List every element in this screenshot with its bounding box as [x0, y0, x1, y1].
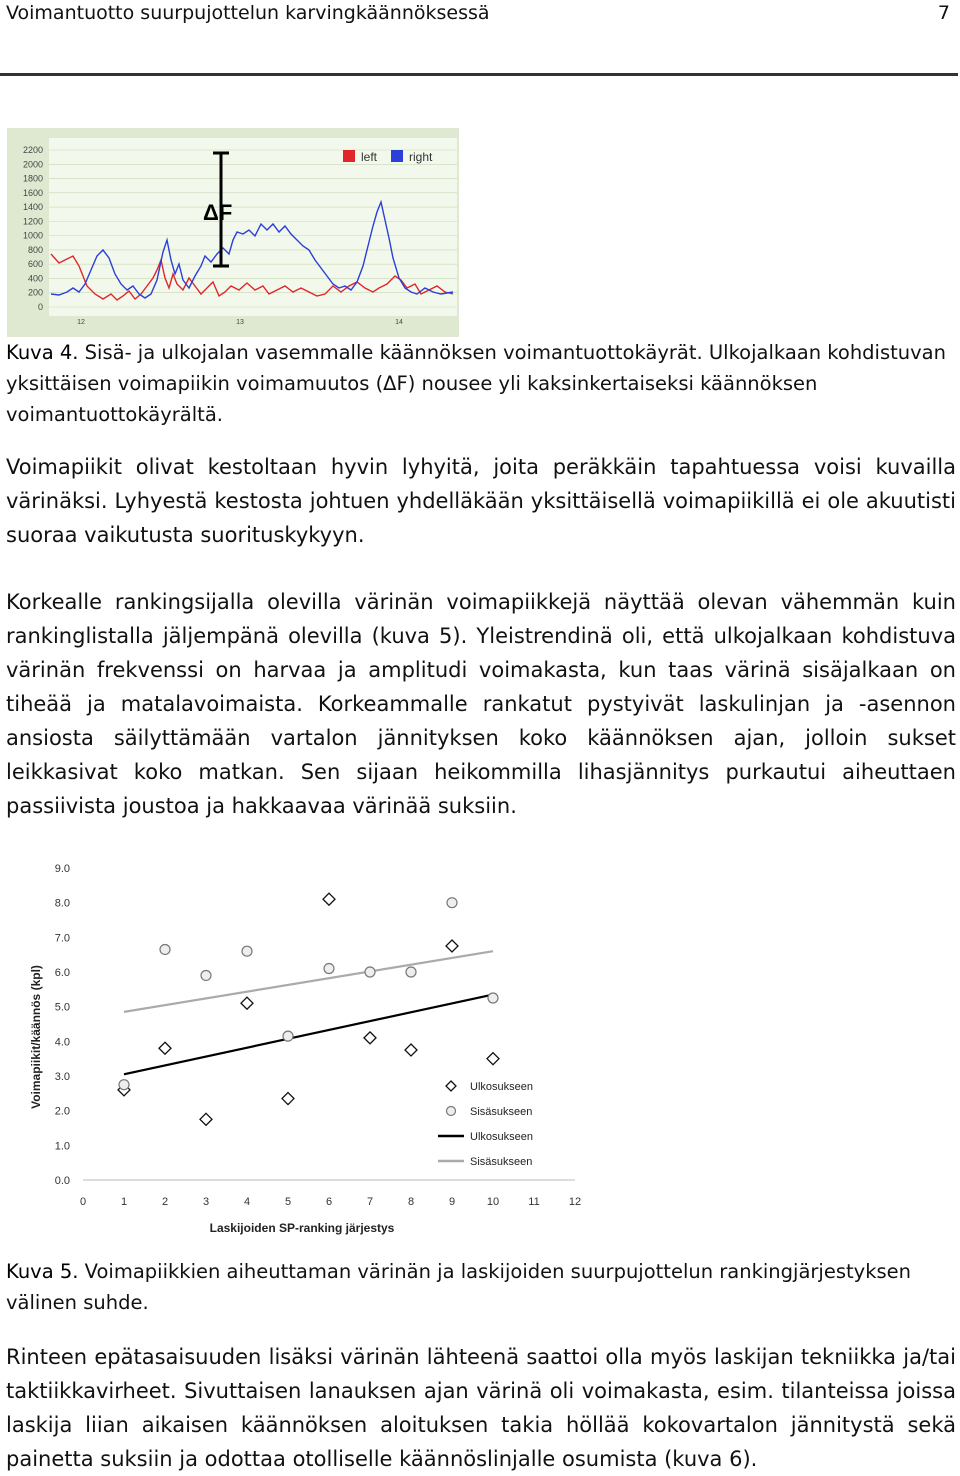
point-sisasukseen [406, 967, 416, 977]
x-axis-title: Laskijoiden SP-ranking järjestys [209, 1221, 395, 1235]
figure4-x-tick: 13 [236, 319, 244, 326]
legend-marker-sisasukseen [447, 1107, 456, 1116]
legend-right-swatch [391, 150, 403, 162]
page-header [6, 0, 956, 40]
figure5-caption-text: Voimapiikkien aiheuttaman värinän ja laskijoiden suurpujottelun rankingjärjestyksen välinen suhde. [6, 1260, 911, 1314]
figure4-y-tick: 2200 [22, 145, 43, 155]
legend-right-label: right [409, 150, 433, 164]
ranking-scatter-chart [22, 852, 612, 1244]
y-tick-label: 9.0 [54, 863, 70, 875]
point-ulkosukseen [200, 1113, 212, 1125]
point-sisasukseen [242, 946, 252, 956]
figure4-y-tick: 200 [27, 287, 43, 298]
chart-trendlines [124, 951, 493, 1074]
figure4-y-tick: 1600 [22, 187, 43, 198]
figure4-caption [6, 337, 956, 430]
running-title: Voimantuotto suurpujottelun karvingkäännöksessä [6, 2, 490, 24]
x-tick-label: 1 [120, 1196, 128, 1208]
legend-label-ulkosukseen: Ulkosukseen [470, 1081, 533, 1093]
point-sisasukseen [283, 1031, 293, 1041]
point-ulkosukseen [405, 1044, 417, 1056]
y-tick-label: 2.0 [54, 1105, 70, 1118]
x-tick-label: 10 [486, 1196, 500, 1208]
point-sisasukseen [488, 993, 498, 1003]
x-tick-label: 5 [284, 1196, 292, 1208]
x-tick-label: 9 [448, 1196, 456, 1208]
y-tick-label: 3.0 [54, 1071, 70, 1083]
x-tick-label: 0 [79, 1196, 87, 1208]
figure4-caption-label: Kuva 4. [6, 341, 79, 364]
paragraph-2: Korkealle rankingsijalla olevilla värinän voimapiikkejä näyttää olevan vähemmän kuin rankinglistalla jäljempänä olevilla (kuva 5). Yleistrendinä oli, että ulkojalkaan kohdistuva värinän frekvenssi on harvaa ja amplitudi voimakasta, kun taas värinä sisäjalkaan on tiheää ja matalavoimaista. Korkeammalle rankatut pystyivät laskulinjan ja -asennon ansiosta säilyttämään vartalon jännityksen koko käännöksen ajan, jolloin sukset leikkasivat koko matkan. Sen sijaan heikommilla lihasjännitys purkautui aiheuttaen passiivista joustoa ja hakkaavaa värinää suksiin. [6, 590, 956, 818]
legend-label-sisasukseen: Sisäsukseen [470, 1106, 533, 1118]
figure4-y-tick: 1800 [22, 173, 43, 184]
point-ulkosukseen [282, 1093, 294, 1105]
figure4-y-tick: 0 [37, 302, 43, 312]
header-divider [0, 73, 958, 76]
paragraph-1: Voimapiikit olivat kestoltaan hyvin lyhyitä, joita peräkkäin tapahtuessa voisi kuvailla värinäksi. Lyhyestä kestosta johtuen yhdelläkään yksittäisellä voimapiikillä ei ole akuutisti suoraa vaikutusta suorituskykyyn. [6, 455, 956, 547]
point-sisasukseen [119, 1080, 129, 1090]
x-tick-label: 4 [243, 1196, 251, 1208]
point-ulkosukseen [487, 1053, 499, 1065]
figure4-x-tick: 12 [77, 319, 85, 326]
y-tick-label: 8.0 [54, 897, 70, 910]
x-tick-label: 11 [528, 1196, 540, 1208]
point-sisasukseen [447, 898, 457, 908]
figure4-x-tick: 14 [395, 319, 403, 326]
point-ulkosukseen [323, 893, 335, 905]
y-axis-title: Voimapiikit/käännös (kpl) [29, 965, 43, 1109]
figure4-y-tick: 600 [27, 259, 43, 270]
y-tick-label: 5.0 [54, 1001, 70, 1014]
x-tick-label: 12 [568, 1196, 582, 1208]
y-tick-label: 0.0 [54, 1175, 70, 1187]
x-tick-label: 3 [202, 1196, 210, 1208]
chart-legend [426, 1074, 570, 1178]
y-tick-label: 1.0 [54, 1140, 70, 1153]
legend-label-ulkosukseen: Ulkosukseen [470, 1131, 533, 1143]
trendline-sisasukseen [124, 951, 493, 1012]
point-sisasukseen [324, 964, 334, 974]
legend-left-swatch [343, 150, 355, 162]
figure4-y-tick: 400 [27, 273, 43, 284]
point-sisasukseen [201, 970, 211, 980]
x-tick-label: 8 [407, 1196, 415, 1208]
point-ulkosukseen [241, 997, 253, 1009]
legend-label-sisasukseen: Sisäsukseen [470, 1156, 533, 1168]
figure4-caption-text: Sisä- ja ulkojalan vasemmalle käännöksen voimantuottokäyrät. Ulkojalkaan kohdistuvan yksittäisen voimapiikin voimamuutos (ΔF) nousee yli kaksinkertaiseksi käännöksen voimantuottokäyrältä. [6, 341, 946, 426]
figure4-y-tick: 1000 [22, 230, 43, 241]
x-tick-label: 2 [161, 1196, 169, 1208]
figure4-y-tick: 800 [27, 244, 43, 255]
point-ulkosukseen [446, 940, 458, 952]
figure4-plot-background [49, 138, 457, 316]
force-curve-figure [7, 128, 459, 337]
x-tick-label: 6 [325, 1196, 333, 1208]
paragraph-3: Rinteen epätasaisuuden lisäksi värinän lähteenä saattoi olla myös laskijan tekniikka ja/tai taktiikkavirheet. Sivuttaisen lanauksen ajan värinä oli voimakasta, esim. tilanteissa joissa laskija liian aikaisen käännöksen aloituksen takia höllää kokovartalon jännitystä sekä painetta suksiin ja odottaa otolliselle käännöslinjalle osumista (kuva 6). [6, 1345, 956, 1471]
trendline-ulkosukseen [124, 995, 493, 1075]
point-sisasukseen [160, 944, 170, 954]
legend-left-label: left [361, 150, 378, 164]
x-tick-label: 7 [366, 1196, 374, 1208]
figure5-caption [6, 1256, 956, 1318]
page-number: 7 [937, 2, 950, 24]
figure4-y-tick: 2000 [22, 159, 43, 170]
figure4-y-tick: 1400 [22, 202, 43, 213]
point-ulkosukseen [364, 1032, 376, 1044]
y-tick-label: 7.0 [54, 932, 70, 945]
point-sisasukseen [365, 967, 375, 977]
y-tick-label: 6.0 [54, 967, 70, 979]
point-ulkosukseen [159, 1042, 171, 1054]
delta-f-label: ΔF [203, 200, 233, 225]
figure4-y-tick: 1200 [22, 216, 43, 227]
y-tick-label: 4.0 [54, 1036, 70, 1049]
figure5-caption-label: Kuva 5. [6, 1260, 79, 1283]
